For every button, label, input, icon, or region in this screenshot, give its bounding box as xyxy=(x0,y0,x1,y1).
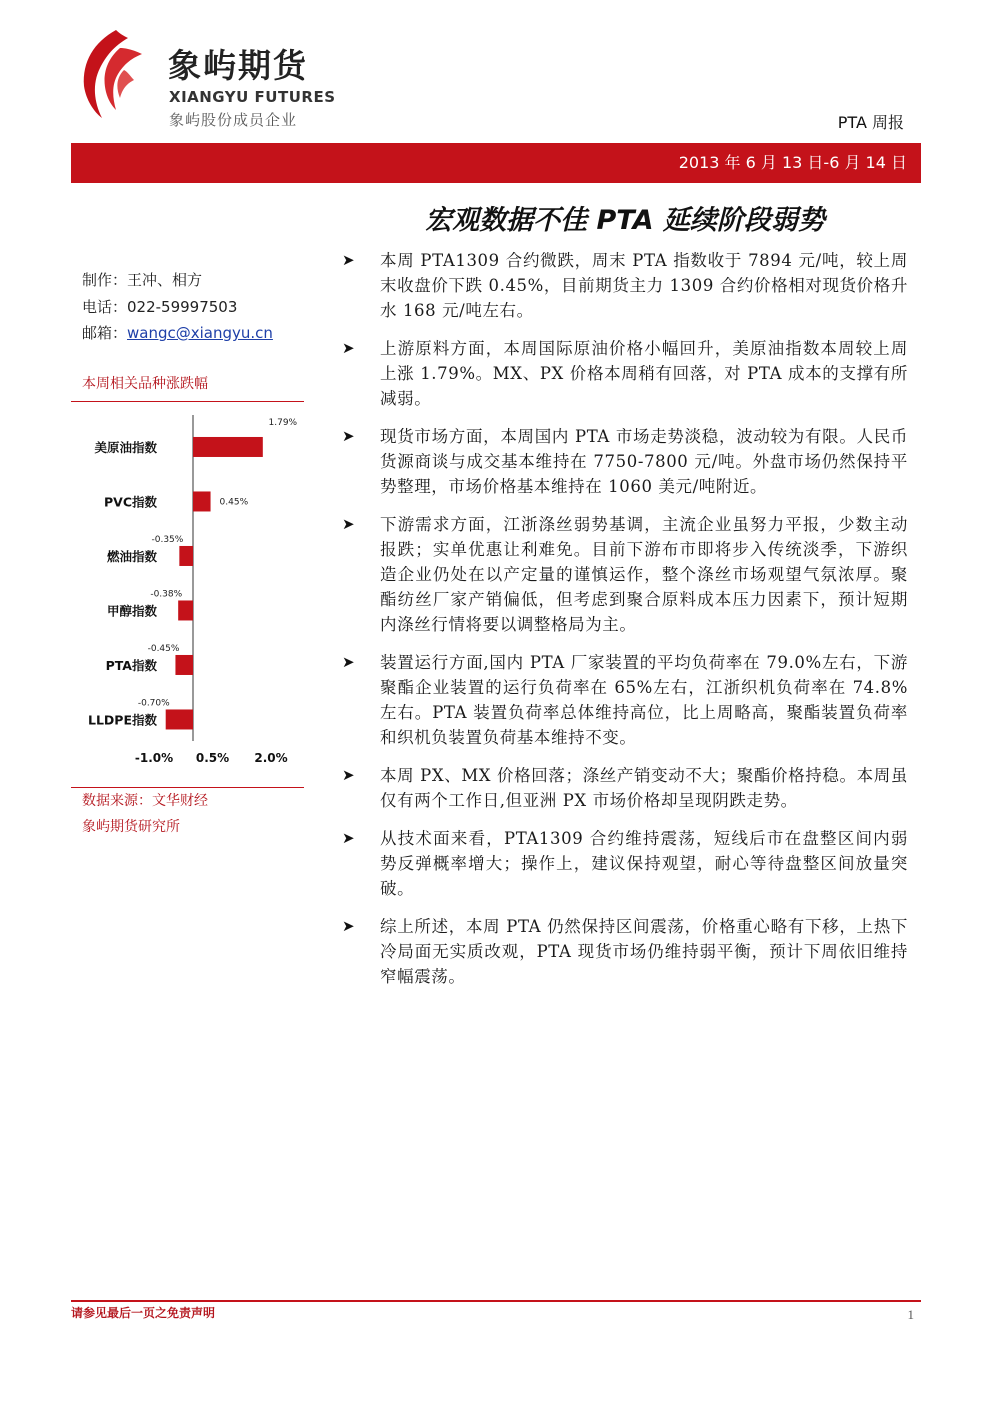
report-title: 宏观数据不佳 PTA 延续阶段弱势 xyxy=(425,205,825,236)
bullet-text: 从技术面来看，PTA1309 合约维持震荡，短线后市在盘整区间内弱势反弹概率增大；操作上，建议保持观望，耐心等待盘整区间放量突破。 xyxy=(380,829,908,898)
date-range: 2013 年 6 月 13 日-6 月 14 日 xyxy=(678,153,907,172)
arrowhead-bullet-icon: ➤ xyxy=(342,251,355,269)
bullet-text: 本周 PX、MX 价格回落；涤丝产销变动不大；聚酯价格持稳。本周虽仅有两个工作日,但亚洲 PX 市场价格却呈现阴跌走势。 xyxy=(380,766,908,810)
brand-name-cn: 象屿期货 xyxy=(168,46,308,85)
arrowhead-bullet-icon: ➤ xyxy=(342,515,355,533)
bullet-text: 本周 PTA1309 合约微跌，周末 PTA 指数收于 7894 元/吨，较上周末收盘价下跌 0.45%，目前期货主力 1309 合约价格相对现货价格升水 168 元/吨左右。 xyxy=(380,251,908,320)
chart-category-label: 甲醇指数 xyxy=(106,603,157,619)
bullet-item xyxy=(340,650,908,750)
email-link[interactable]: wangc@xiangyu.cn xyxy=(127,324,273,342)
chart-data-label: -0.45% xyxy=(147,643,180,654)
chart-data-label: -0.38% xyxy=(150,589,183,600)
arrowhead-bullet-icon: ➤ xyxy=(342,829,355,847)
bullet-text: 现货市场方面，本周国内 PTA 市场走势淡稳，波动较为有限。人民币货源商谈与成交基本维持在 7750-7800 元/吨。外盘市场仍然保持平势整理，市场价格基本维持在 1060 美元/吨附近。 xyxy=(380,427,908,496)
bullet-text: 下游需求方面，江浙涤丝弱势基调，主流企业虽努力平报，少数主动报跌；实单优惠让利难免。目前下游布市即将步入传统淡季，下游织造企业仍处在以产定量的谨慎运作，整个涤丝市场观望气氛浓厚。聚酯纺丝厂家产销偏低，但考虑到聚合原料成本压力因素下，预计短期内涤丝行情将要以调整格局为主。 xyxy=(380,515,908,634)
arrowhead-bullet-icon: ➤ xyxy=(342,917,355,935)
date-banner xyxy=(71,143,921,183)
bullet-item xyxy=(340,512,908,637)
author-line: 制作：王冲、相方 xyxy=(82,271,203,289)
chart-bar xyxy=(175,655,193,675)
bullet-item xyxy=(340,424,908,499)
phone-line: 电话：022-59997503 xyxy=(82,298,238,316)
data-source: 数据来源：文华财经 xyxy=(82,793,208,809)
bullet-text: 装置运行方面,国内 PTA 厂家装置的平均负荷率在 79.0%左右，下游聚酯企业装置的运行负荷率在 65%左右，江浙织机负荷率在 74.8%左右。PTA 装置负荷率总体维持高位，比上周略高，聚酯装置负荷率和织机负装置负荷基本维持不变。 xyxy=(380,653,908,747)
chart-tick-label: 0.5% xyxy=(195,751,230,765)
divider xyxy=(71,401,304,402)
arrowhead-bullet-icon: ➤ xyxy=(342,653,355,671)
chart-heading: 本周相关品种涨跌幅 xyxy=(82,376,208,392)
chart-bar xyxy=(193,491,211,511)
chart-category-label: LLDPE指数 xyxy=(87,712,157,728)
red-flame-logo-icon xyxy=(76,28,146,118)
report-type: PTA 周报 xyxy=(837,113,904,132)
chart-category-label: 美原油指数 xyxy=(94,439,157,455)
footer-divider xyxy=(71,1300,921,1302)
chart-data-label: 0.45% xyxy=(219,497,249,508)
email-label: 邮箱： xyxy=(82,324,128,342)
chart-bar xyxy=(178,600,193,620)
bullet-list xyxy=(340,248,908,1002)
chart-category-label: PTA指数 xyxy=(105,657,157,673)
bullet-item xyxy=(340,826,908,901)
bullet-item xyxy=(340,336,908,411)
chart-bar xyxy=(166,709,193,729)
chart-category-label: PVC指数 xyxy=(103,494,157,510)
change-bar-chart xyxy=(71,405,304,785)
brand-name-en: XIANGYU FUTURES xyxy=(169,88,336,106)
chart-tick-label: -1.0% xyxy=(134,751,174,765)
arrowhead-bullet-icon: ➤ xyxy=(342,766,355,784)
chart-bar xyxy=(193,437,263,457)
bullet-item xyxy=(340,914,908,989)
brand-subtitle: 象屿股份成员企业 xyxy=(169,111,298,129)
chart-category-label: 燃油指数 xyxy=(106,548,157,564)
bullet-text: 综上所述，本周 PTA 仍然保持区间震荡，价格重心略有下移，上热下冷局面无实质改观，PTA 现货市场仍维持弱平衡，预计下周依旧维持窄幅震荡。 xyxy=(380,917,908,986)
chart-data-label: -0.35% xyxy=(151,534,184,545)
chart-tick-label: 2.0% xyxy=(254,751,288,765)
email-line xyxy=(82,323,273,343)
bullet-text: 上游原料方面，本周国际原油价格小幅回升，美原油指数本周较上周上涨 1.79%。MX、PX 价格本周稍有回落，对 PTA 成本的支撑有所减弱。 xyxy=(380,339,908,408)
disclaimer-note: 请参见最后一页之免责声明 xyxy=(71,1306,216,1320)
institute-name: 象屿期货研究所 xyxy=(82,819,180,835)
arrowhead-bullet-icon: ➤ xyxy=(342,339,355,357)
chart-data-label: -0.70% xyxy=(137,698,170,709)
bullet-item xyxy=(340,248,908,323)
bullet-item xyxy=(340,763,908,813)
arrowhead-bullet-icon: ➤ xyxy=(342,427,355,445)
chart-data-label: 1.79% xyxy=(268,417,298,428)
page-number: 1 xyxy=(907,1307,914,1322)
divider xyxy=(71,787,304,788)
chart-bar xyxy=(179,546,193,566)
